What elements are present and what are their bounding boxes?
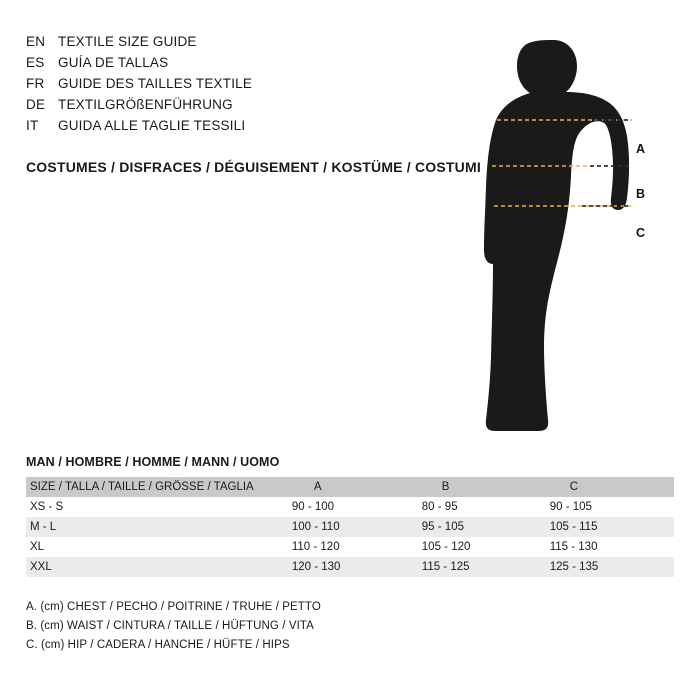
cell-hip: 90 - 105	[549, 501, 592, 513]
table-row	[26, 557, 674, 577]
language-list	[26, 34, 486, 139]
column-header-size: SIZE / TALLA / TAILLE / GRÖSSE / TAGLIA	[30, 481, 254, 493]
language-text: GUÍA DE TALLAS	[58, 55, 169, 70]
language-code: DE	[26, 97, 46, 112]
column-header-b: B	[441, 481, 450, 493]
language-code: IT	[26, 118, 39, 133]
footnote-hip: C. (cm) HIP / CADERA / HANCHE / HÜFTE / HIPS	[26, 639, 290, 651]
cell-chest: 100 - 110	[291, 521, 340, 533]
table-header-row	[26, 477, 674, 497]
language-text: GUIDE DES TAILLES TEXTILE	[58, 76, 253, 91]
table-header	[26, 477, 674, 497]
size-table-section	[26, 455, 674, 577]
cell-waist: 105 - 120	[421, 541, 471, 553]
table-body	[26, 497, 674, 577]
size-table	[26, 477, 674, 577]
cell-chest: 120 - 130	[291, 561, 341, 573]
cell-waist: 115 - 125	[421, 561, 470, 573]
language-row	[26, 76, 486, 97]
cell-chest: 110 - 120	[291, 541, 340, 553]
measure-label-c: C	[636, 226, 646, 240]
language-text: TEXTILE SIZE GUIDE	[58, 34, 197, 49]
language-code: EN	[26, 34, 46, 49]
measure-label-a: A	[636, 142, 646, 156]
language-text: GUIDA ALLE TAGLIE TESSILI	[58, 118, 246, 133]
cell-chest: 90 - 100	[291, 501, 335, 513]
footnotes	[26, 598, 586, 655]
cell-hip: 105 - 115	[549, 521, 598, 533]
language-row	[26, 97, 486, 118]
male-silhouette-icon	[470, 28, 680, 438]
cell-size: XL	[30, 541, 45, 553]
footnote-waist: B. (cm) WAIST / CINTURA / TAILLE / HÜFTUNG / VITA	[26, 620, 314, 632]
category-title: COSTUMES / DISFRACES / DÉGUISEMENT / KOSTÜME / COSTUMI	[26, 159, 481, 175]
cell-size: XS - S	[30, 501, 64, 513]
cell-waist: 80 - 95	[421, 501, 458, 513]
cell-hip: 125 - 135	[549, 561, 599, 573]
measure-label-b: B	[636, 187, 646, 201]
language-row	[26, 55, 486, 76]
cell-hip: 115 - 130	[549, 541, 598, 553]
table-title: MAN / HOMBRE / HOMME / MANN / UOMO	[26, 455, 280, 469]
language-code: FR	[26, 76, 45, 91]
cell-size: M - L	[30, 521, 57, 533]
column-header-c: C	[569, 481, 579, 493]
language-code: ES	[26, 55, 45, 70]
cell-size: XXL	[30, 561, 52, 573]
language-row	[26, 34, 486, 55]
language-text: TEXTILGRÖßENFÜHRUNG	[58, 97, 233, 112]
language-row	[26, 118, 486, 139]
footnote-chest: A. (cm) CHEST / PECHO / POITRINE / TRUHE / PETTO	[26, 601, 321, 613]
table-row	[26, 537, 674, 557]
column-header-a: A	[313, 481, 322, 493]
cell-waist: 95 - 105	[421, 521, 464, 533]
table-row	[26, 497, 674, 517]
table-row	[26, 517, 674, 537]
body-figure	[470, 28, 680, 438]
